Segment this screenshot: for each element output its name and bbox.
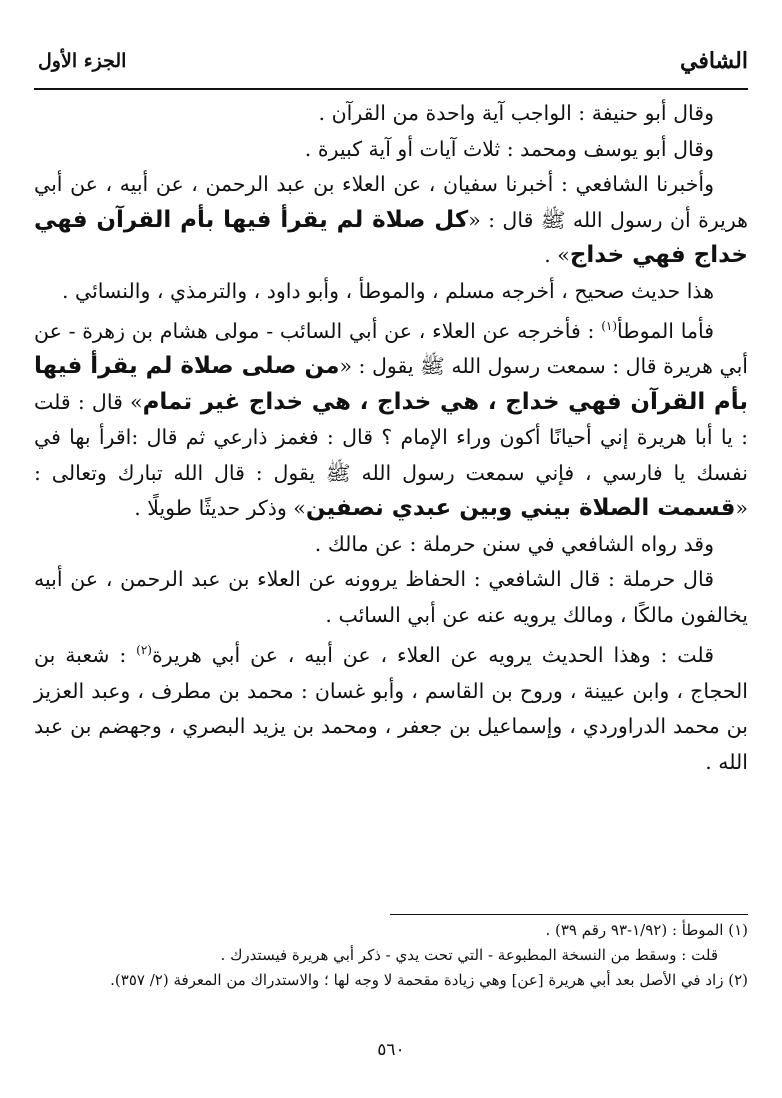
book-title: الشافي — [680, 48, 748, 74]
text-run: وأخبرنا الشافعي : أخبرنا سفيان ، عن العلاء بن عبد الرحمن ، عن أبيه ، عن أبي هريرة أن رسول الله ﷺ قال : « — [34, 172, 748, 232]
footnote-ref: (٢) — [136, 643, 152, 658]
footnotes — [34, 918, 748, 993]
paragraph — [34, 309, 748, 527]
volume-label: الجزء الأول — [38, 50, 127, 72]
footnote-2: (٢) زاد في الأصل بعد أبي هريرة [عن] وهي زيادة مقحمة لا وجه لها ؛ والاستدراك من المعرفة (٢/ ٣٥٧). — [110, 971, 748, 989]
paragraph — [34, 633, 748, 780]
footnote-1-note: قلت : وسقط من النسخة المطبوعة - التي تحت يدي - ذكر أبي هريرة فيستدرك . — [220, 946, 718, 964]
footnote-ref: (١) — [601, 319, 618, 333]
running-header — [34, 46, 748, 90]
text-run: » . — [544, 243, 570, 267]
text-run: : فأخرجه عن العلاء ، عن أبي السائب - مولى هشام بن زهرة - عن أبي هريرة قال : سمعت رسول الله ﷺ يقول : « — [34, 318, 748, 379]
page-number: ٥٦٠ — [377, 1040, 405, 1060]
text-run: » وذكر حديثًا طويلًا . — [134, 496, 306, 521]
text-run: » قال : قلت : يا أبا هريرة إني أحيانًا أكون وراء الإمام ؟ قال : فغمز ذارعي ثم قال :اقرأ بها في نفسك يا فارسي ، فإني سمعت رسول الله ﷺ يقول : قال الله تبارك وتعالى : « — [34, 389, 748, 521]
paragraph — [34, 167, 748, 274]
hadith-quote: كل صلاة لم يقرأ فيها بأم القرآن فهي خداج فهي خداج — [34, 206, 748, 268]
footnote-divider — [390, 914, 748, 915]
paragraph: قال حرملة : قال الشافعي : الحفاظ يروونه عن العلاء بن عبد الرحمن ، عن أبيه يخالفون مالكًا ، ومالك يرويه عنه عن أبي السائب . — [34, 567, 748, 627]
paragraph: وقال أبو يوسف ومحمد : ثلاث آيات أو آية كبيرة . — [304, 136, 714, 161]
hadith-quote: من صلى صلاة لم يقرأ فيها بأم القرآن فهي خداج ، هي خداج ، هي خداج غير تمام — [34, 353, 748, 415]
paragraph: وقال أبو حنيفة : الواجب آية واحدة من القرآن . — [318, 101, 714, 125]
paragraph: هذا حديث صحيح ، أخرجه مسلم ، والموطأ ، وأبو داود ، والترمذي ، والنسائي . — [61, 278, 714, 303]
text-run: قلت : وهذا الحديث يرويه عن العلاء ، عن أبيه ، عن أبي هريرة — [151, 643, 715, 668]
paragraph: وقد رواه الشافعي في سنن حرملة : عن مالك . — [314, 531, 714, 556]
main-text — [34, 96, 748, 780]
text-run: فأما الموطأ — [617, 318, 715, 343]
footnote-1: (١) الموطأ : (١/٩٢-٩٣ رقم ٣٩) . — [545, 921, 748, 939]
hadith-quote: قسمت الصلاة بيني وبين عبدي نصفين — [305, 495, 736, 522]
text-run: : شعبة بن الحجاج ، وابن عيينة ، وروح بن القاسم ، وأبو غسان : محمد بن مطرف ، وعبد العزيز بن محمد الدراوردي ، وإسماعيل بن جعفر ، ومحمد بن يزيد البصري ، وجهضم بن عبد الله . — [34, 643, 748, 774]
